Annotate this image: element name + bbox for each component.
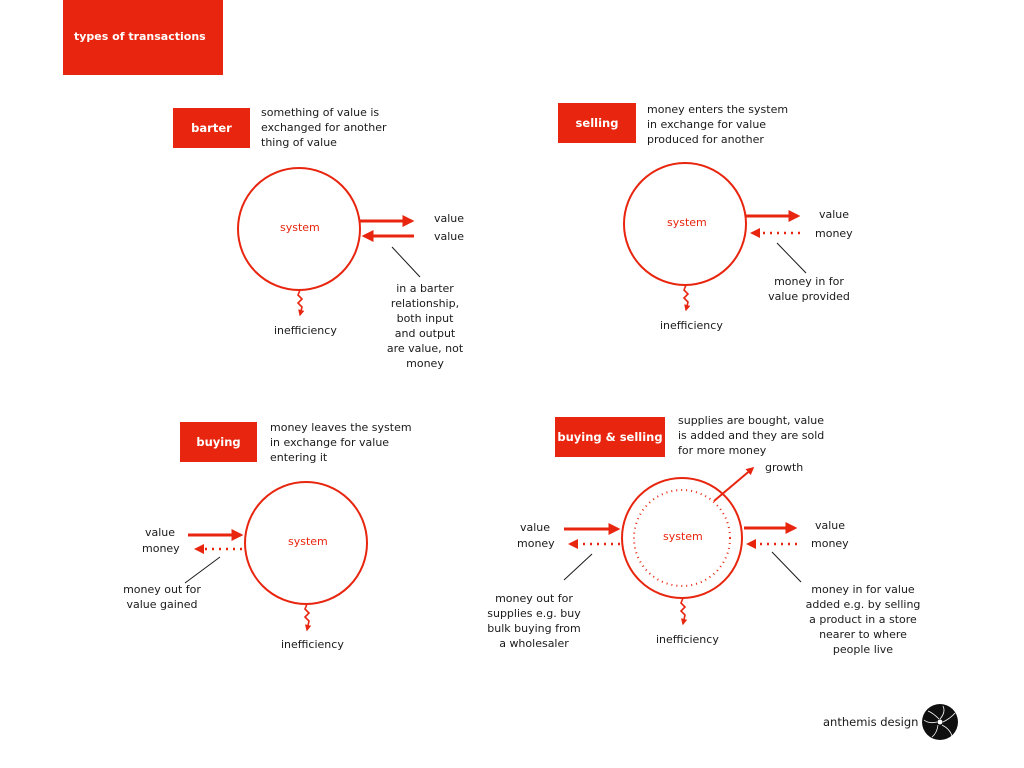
buying-selling-left-note-pointer (564, 554, 592, 580)
buying-selling-left-note-line: a wholesaler (499, 637, 569, 650)
selling-description-line: in exchange for value (647, 118, 767, 131)
buying-selling-value-in-label: value (520, 521, 551, 534)
buying-note-line: value gained (126, 598, 198, 611)
buying-selling-money-out-label: money (517, 537, 555, 550)
buying-selling-description-line: supplies are bought, value (678, 414, 825, 427)
buying-inefficiency-arrow (305, 604, 309, 630)
barter-note-line: both input (396, 312, 454, 325)
buying-selling-value-out-label: value (815, 519, 846, 532)
barter-note-line: and output (394, 327, 456, 340)
barter-note-line: are value, not (386, 342, 464, 355)
buying-selling-right-note-line: people live (832, 643, 894, 656)
buying-description-line: entering it (270, 451, 328, 464)
barter-note-line: money (406, 357, 444, 370)
buying-tag (180, 422, 257, 462)
buying-selling-right-note-line: added e.g. by selling (805, 598, 921, 611)
buying-selling-right-note-line: nearer to where (819, 628, 907, 641)
buying-system-label: system (288, 535, 328, 548)
anthemis-logo-icon (922, 704, 958, 740)
growth-arrow (714, 468, 753, 501)
selling-note-pointer (777, 243, 806, 273)
barter-system-label: system (280, 221, 320, 234)
selling-tag-label: selling (575, 116, 619, 130)
buying-selling-money-in-label: money (811, 537, 849, 550)
buying-selling-tag (555, 417, 665, 457)
buying-inefficiency-label: inefficiency (281, 638, 344, 651)
barter-tag (173, 108, 250, 148)
buying-description (270, 420, 412, 465)
buying-selling-right-note-line: a product in a store (809, 613, 917, 626)
selling-description-line: money enters the system (647, 103, 789, 116)
selling-inefficiency-label: inefficiency (660, 319, 723, 332)
buying-note-line: money out for (123, 583, 201, 596)
buying-selling-description-line: for more money (678, 444, 767, 457)
selling-note-line: money in for (774, 275, 844, 288)
buying-selling-system-label: system (663, 530, 703, 543)
buying-value-in-label: value (145, 526, 176, 539)
page-title: types of transactions (74, 30, 206, 43)
buying-selling-right-note (801, 582, 925, 657)
buying-selling-left-note-line: supplies e.g. buy (487, 607, 581, 620)
buying-selling-left-note-line: bulk buying from (487, 622, 581, 635)
selling-description-line: produced for another (647, 133, 764, 146)
buying-selling-description (678, 413, 824, 458)
barter-description-line: something of value is (261, 106, 380, 119)
buying-description-line: in exchange for value (270, 436, 390, 449)
buying-note-pointer (185, 557, 220, 583)
buying-selling-inefficiency-label: inefficiency (656, 633, 719, 646)
buying-selling-right-note-line: money in for value (811, 583, 915, 596)
growth-label: growth (765, 461, 804, 474)
barter-value-out-label: value (434, 212, 465, 225)
buying-selling-description-line: is added and they are sold (678, 429, 825, 442)
selling-note-line: value provided (768, 290, 850, 303)
selling-system-label: system (667, 216, 707, 229)
selling-money-in-label: money (815, 227, 853, 240)
barter-note-pointer (392, 247, 420, 277)
selling-description (647, 102, 788, 147)
barter-description-line: exchanged for another (261, 121, 387, 134)
barter-description-line: thing of value (261, 136, 337, 149)
buying-note (117, 582, 207, 612)
barter-note-line: relationship, (390, 297, 460, 310)
brand-name: anthemis design (823, 715, 919, 729)
buying-selling-right-note-pointer (772, 552, 801, 582)
barter-note (380, 281, 470, 371)
barter-inefficiency-label: inefficiency (274, 324, 337, 337)
buying-tag-label: buying (196, 435, 241, 449)
barter-tag-label: barter (191, 121, 232, 135)
buying-selling-left-note (478, 591, 590, 651)
barter-inefficiency-arrow (298, 290, 302, 315)
selling-inefficiency-arrow (684, 285, 688, 310)
buying-selling-inefficiency-arrow (681, 598, 685, 624)
barter-note-line: in a barter (396, 282, 454, 295)
buying-selling-tag-label: buying & selling (557, 430, 663, 444)
buying-selling-left-note-line: money out for (495, 592, 573, 605)
selling-tag (558, 103, 636, 143)
barter-value-in-label: value (434, 230, 465, 243)
barter-description (261, 105, 387, 150)
buying-money-out-label: money (142, 542, 180, 555)
buying-description-line: money leaves the system (270, 421, 412, 434)
selling-value-out-label: value (819, 208, 850, 221)
selling-note (764, 274, 854, 304)
